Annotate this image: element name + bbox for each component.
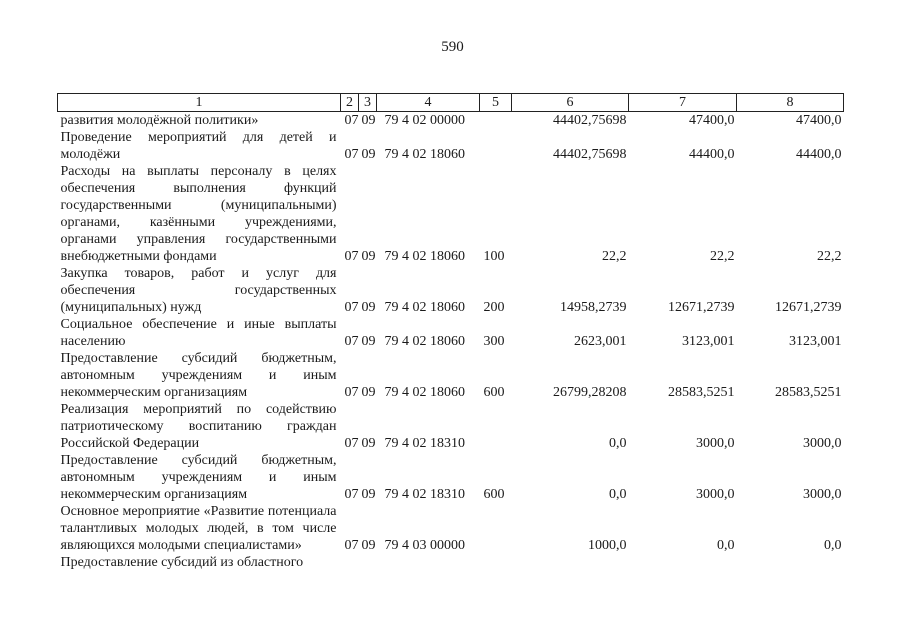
row-value-col6-cell <box>512 316 629 350</box>
row-expense-type-cell <box>480 163 512 265</box>
row-target-article-cell <box>377 129 480 163</box>
row-section-cell-text: 07 <box>344 334 359 349</box>
row-value-col7-cell <box>629 503 737 554</box>
table-body <box>58 112 844 572</box>
row-value-col7-cell <box>629 265 737 316</box>
row-section-cell <box>341 316 359 350</box>
row-value-col6-cell-text: 26799,28208 <box>553 385 627 400</box>
row-value-col7-cell <box>629 316 737 350</box>
row-value-col6-cell <box>512 350 629 401</box>
row-subsection-cell-text: 09 <box>361 300 376 315</box>
row-value-col8-cell-text: 28583,5251 <box>775 385 842 400</box>
row-section-cell <box>341 265 359 316</box>
row-name-cell <box>58 316 341 350</box>
row-value-col6-cell <box>512 112 629 130</box>
table-row <box>58 163 844 265</box>
row-name-cell-text: Проведение мероприятий для детей и молодёжи <box>60 130 337 162</box>
budget-table <box>57 93 844 571</box>
header-col-8: 8 <box>737 94 844 112</box>
row-target-article-cell <box>377 265 480 316</box>
header-col-3: 3 <box>359 94 377 112</box>
table-row <box>58 350 844 401</box>
row-value-col8-cell <box>737 503 844 554</box>
row-value-col6-cell-text: 44402,75698 <box>553 113 627 128</box>
row-expense-type-cell <box>480 129 512 163</box>
row-name-cell <box>58 503 341 554</box>
row-subsection-cell-text: 09 <box>361 147 376 162</box>
row-name-cell <box>58 112 341 130</box>
row-value-col8-cell <box>737 350 844 401</box>
table-row <box>58 554 844 571</box>
row-name-cell-text: Предоставление субсидий из областного <box>60 555 304 570</box>
row-subsection-cell <box>359 112 377 130</box>
row-value-col7-cell-text: 12671,2739 <box>668 300 735 315</box>
row-name-cell-text: Расходы на выплаты персоналу в целях обеспечения выполнения функций государственными (муниципальными) органами, казёнными учреждениями, органами управления государственными внебюджетными фондами <box>60 164 337 264</box>
header-col-6: 6 <box>512 94 629 112</box>
row-name-cell-text: развития молодёжной политики» <box>60 113 259 128</box>
row-target-article-cell <box>377 401 480 452</box>
row-value-col8-cell <box>737 112 844 130</box>
row-value-col8-cell-text: 12671,2739 <box>775 300 842 315</box>
row-section-cell-text: 07 <box>344 113 359 128</box>
row-name-cell-text: Основное мероприятие «Развитие потенциала талантливых молодых людей, в том числе являющихся молодыми специалистами» <box>60 504 337 553</box>
row-value-col8-cell <box>737 316 844 350</box>
row-name-cell <box>58 452 341 503</box>
row-target-article-cell <box>377 503 480 554</box>
row-value-col6-cell-text: 2623,001 <box>574 334 627 349</box>
table-row <box>58 112 844 130</box>
row-subsection-cell <box>359 316 377 350</box>
row-expense-type-cell-text: 200 <box>483 300 505 315</box>
row-subsection-cell-text: 09 <box>361 385 376 400</box>
row-subsection-cell-text: 09 <box>361 538 376 553</box>
table-row <box>58 316 844 350</box>
row-value-col6-cell-text: 0,0 <box>609 487 627 502</box>
row-subsection-cell-text: 09 <box>361 113 376 128</box>
header-col-5: 5 <box>480 94 512 112</box>
row-target-article-cell <box>377 112 480 130</box>
table-row <box>58 503 844 554</box>
row-expense-type-cell <box>480 554 512 571</box>
row-target-article-cell-text: 79 4 03 00000 <box>384 538 465 553</box>
header-col-7: 7 <box>629 94 737 112</box>
row-value-col8-cell <box>737 554 844 571</box>
row-target-article-cell-text: 79 4 02 18310 <box>384 487 465 502</box>
row-subsection-cell <box>359 401 377 452</box>
row-value-col8-cell-text: 0,0 <box>824 538 842 553</box>
row-section-cell-text: 07 <box>344 385 359 400</box>
row-value-col7-cell-text: 3000,0 <box>696 487 735 502</box>
row-target-article-cell-text: 79 4 02 18060 <box>384 300 465 315</box>
row-subsection-cell <box>359 129 377 163</box>
row-section-cell-text: 07 <box>344 147 359 162</box>
row-target-article-cell-text: 79 4 02 18060 <box>384 334 465 349</box>
row-section-cell-text: 07 <box>344 300 359 315</box>
row-section-cell <box>341 554 359 571</box>
header-col-1: 1 <box>58 94 341 112</box>
row-section-cell-text: 07 <box>344 249 359 264</box>
row-name-cell-text: Социальное обеспечение и иные выплаты населению <box>60 317 337 349</box>
row-expense-type-cell <box>480 401 512 452</box>
row-name-cell-text: Реализация мероприятий по содействию патриотическому воспитанию граждан Российской Федерации <box>60 402 337 451</box>
header-col-4: 4 <box>377 94 480 112</box>
row-value-col7-cell-text: 3123,001 <box>682 334 735 349</box>
row-expense-type-cell-text: 600 <box>483 487 505 502</box>
table-row <box>58 401 844 452</box>
row-target-article-cell <box>377 554 480 571</box>
row-value-col8-cell-text: 22,2 <box>817 249 842 264</box>
row-section-cell <box>341 401 359 452</box>
row-value-col8-cell-text: 44400,0 <box>796 147 842 162</box>
row-expense-type-cell <box>480 503 512 554</box>
row-value-col7-cell <box>629 163 737 265</box>
row-value-col7-cell-text: 28583,5251 <box>668 385 735 400</box>
row-subsection-cell <box>359 265 377 316</box>
row-section-cell-text: 07 <box>344 487 359 502</box>
row-subsection-cell-text: 09 <box>361 487 376 502</box>
row-subsection-cell <box>359 554 377 571</box>
row-name-cell <box>58 129 341 163</box>
row-target-article-cell <box>377 452 480 503</box>
row-value-col8-cell-text: 47400,0 <box>796 113 842 128</box>
row-value-col8-cell <box>737 265 844 316</box>
table-row <box>58 129 844 163</box>
row-value-col7-cell <box>629 129 737 163</box>
row-name-cell <box>58 163 341 265</box>
row-value-col6-cell <box>512 163 629 265</box>
row-expense-type-cell <box>480 112 512 130</box>
row-name-cell <box>58 265 341 316</box>
row-expense-type-cell <box>480 452 512 503</box>
row-subsection-cell <box>359 503 377 554</box>
row-value-col6-cell <box>512 503 629 554</box>
row-value-col8-cell <box>737 129 844 163</box>
row-section-cell <box>341 503 359 554</box>
row-value-col7-cell <box>629 452 737 503</box>
header-col-2: 2 <box>341 94 359 112</box>
row-value-col6-cell <box>512 401 629 452</box>
row-subsection-cell <box>359 350 377 401</box>
row-value-col7-cell <box>629 112 737 130</box>
row-expense-type-cell-text: 300 <box>483 334 505 349</box>
row-section-cell <box>341 112 359 130</box>
table-row <box>58 452 844 503</box>
row-name-cell-text: Закупка товаров, работ и услуг для обеспечения государственных (муниципальных) нужд <box>60 266 337 315</box>
page-number: 590 <box>441 39 464 55</box>
row-name-cell-text: Предоставление субсидий бюджетным, автономным учреждениям и иным некоммерческим организациям <box>60 351 337 400</box>
row-expense-type-cell-text: 100 <box>483 249 505 264</box>
row-value-col6-cell <box>512 554 629 571</box>
row-target-article-cell <box>377 350 480 401</box>
row-subsection-cell-text: 09 <box>361 249 376 264</box>
row-value-col6-cell-text: 22,2 <box>602 249 627 264</box>
row-section-cell <box>341 129 359 163</box>
row-value-col6-cell <box>512 129 629 163</box>
table-row <box>58 265 844 316</box>
row-subsection-cell <box>359 452 377 503</box>
row-section-cell <box>341 163 359 265</box>
row-value-col6-cell-text: 14958,2739 <box>560 300 627 315</box>
row-target-article-cell <box>377 316 480 350</box>
row-value-col8-cell <box>737 163 844 265</box>
row-name-cell <box>58 350 341 401</box>
row-section-cell <box>341 350 359 401</box>
row-value-col8-cell-text: 3000,0 <box>803 487 842 502</box>
row-value-col8-cell <box>737 452 844 503</box>
row-target-article-cell-text: 79 4 02 00000 <box>384 113 465 128</box>
row-expense-type-cell <box>480 316 512 350</box>
row-name-cell <box>58 554 341 571</box>
row-value-col6-cell-text: 0,0 <box>609 436 627 451</box>
row-name-cell <box>58 401 341 452</box>
row-section-cell-text: 07 <box>344 538 359 553</box>
row-value-col7-cell-text: 47400,0 <box>689 113 735 128</box>
row-target-article-cell-text: 79 4 02 18060 <box>384 385 465 400</box>
row-value-col6-cell <box>512 265 629 316</box>
row-value-col8-cell <box>737 401 844 452</box>
row-value-col7-cell-text: 3000,0 <box>696 436 735 451</box>
row-value-col7-cell-text: 44400,0 <box>689 147 735 162</box>
row-value-col6-cell-text: 1000,0 <box>588 538 627 553</box>
row-value-col6-cell <box>512 452 629 503</box>
table-header-row <box>58 94 844 112</box>
row-target-article-cell-text: 79 4 02 18060 <box>384 147 465 162</box>
row-name-cell-text: Предоставление субсидий бюджетным, автономным учреждениям и иным некоммерческим организациям <box>60 453 337 502</box>
row-subsection-cell-text: 09 <box>361 436 376 451</box>
row-section-cell <box>341 452 359 503</box>
row-value-col7-cell-text: 22,2 <box>710 249 735 264</box>
row-target-article-cell-text: 79 4 02 18310 <box>384 436 465 451</box>
row-value-col8-cell-text: 3000,0 <box>803 436 842 451</box>
row-value-col7-cell <box>629 554 737 571</box>
row-value-col7-cell <box>629 401 737 452</box>
row-subsection-cell <box>359 163 377 265</box>
row-expense-type-cell <box>480 350 512 401</box>
row-value-col6-cell-text: 44402,75698 <box>553 147 627 162</box>
row-target-article-cell <box>377 163 480 265</box>
row-value-col7-cell <box>629 350 737 401</box>
row-target-article-cell-text: 79 4 02 18060 <box>384 249 465 264</box>
row-subsection-cell-text: 09 <box>361 334 376 349</box>
row-value-col7-cell-text: 0,0 <box>717 538 735 553</box>
row-expense-type-cell <box>480 265 512 316</box>
row-value-col8-cell-text: 3123,001 <box>789 334 842 349</box>
row-expense-type-cell-text: 600 <box>483 385 505 400</box>
row-section-cell-text: 07 <box>344 436 359 451</box>
